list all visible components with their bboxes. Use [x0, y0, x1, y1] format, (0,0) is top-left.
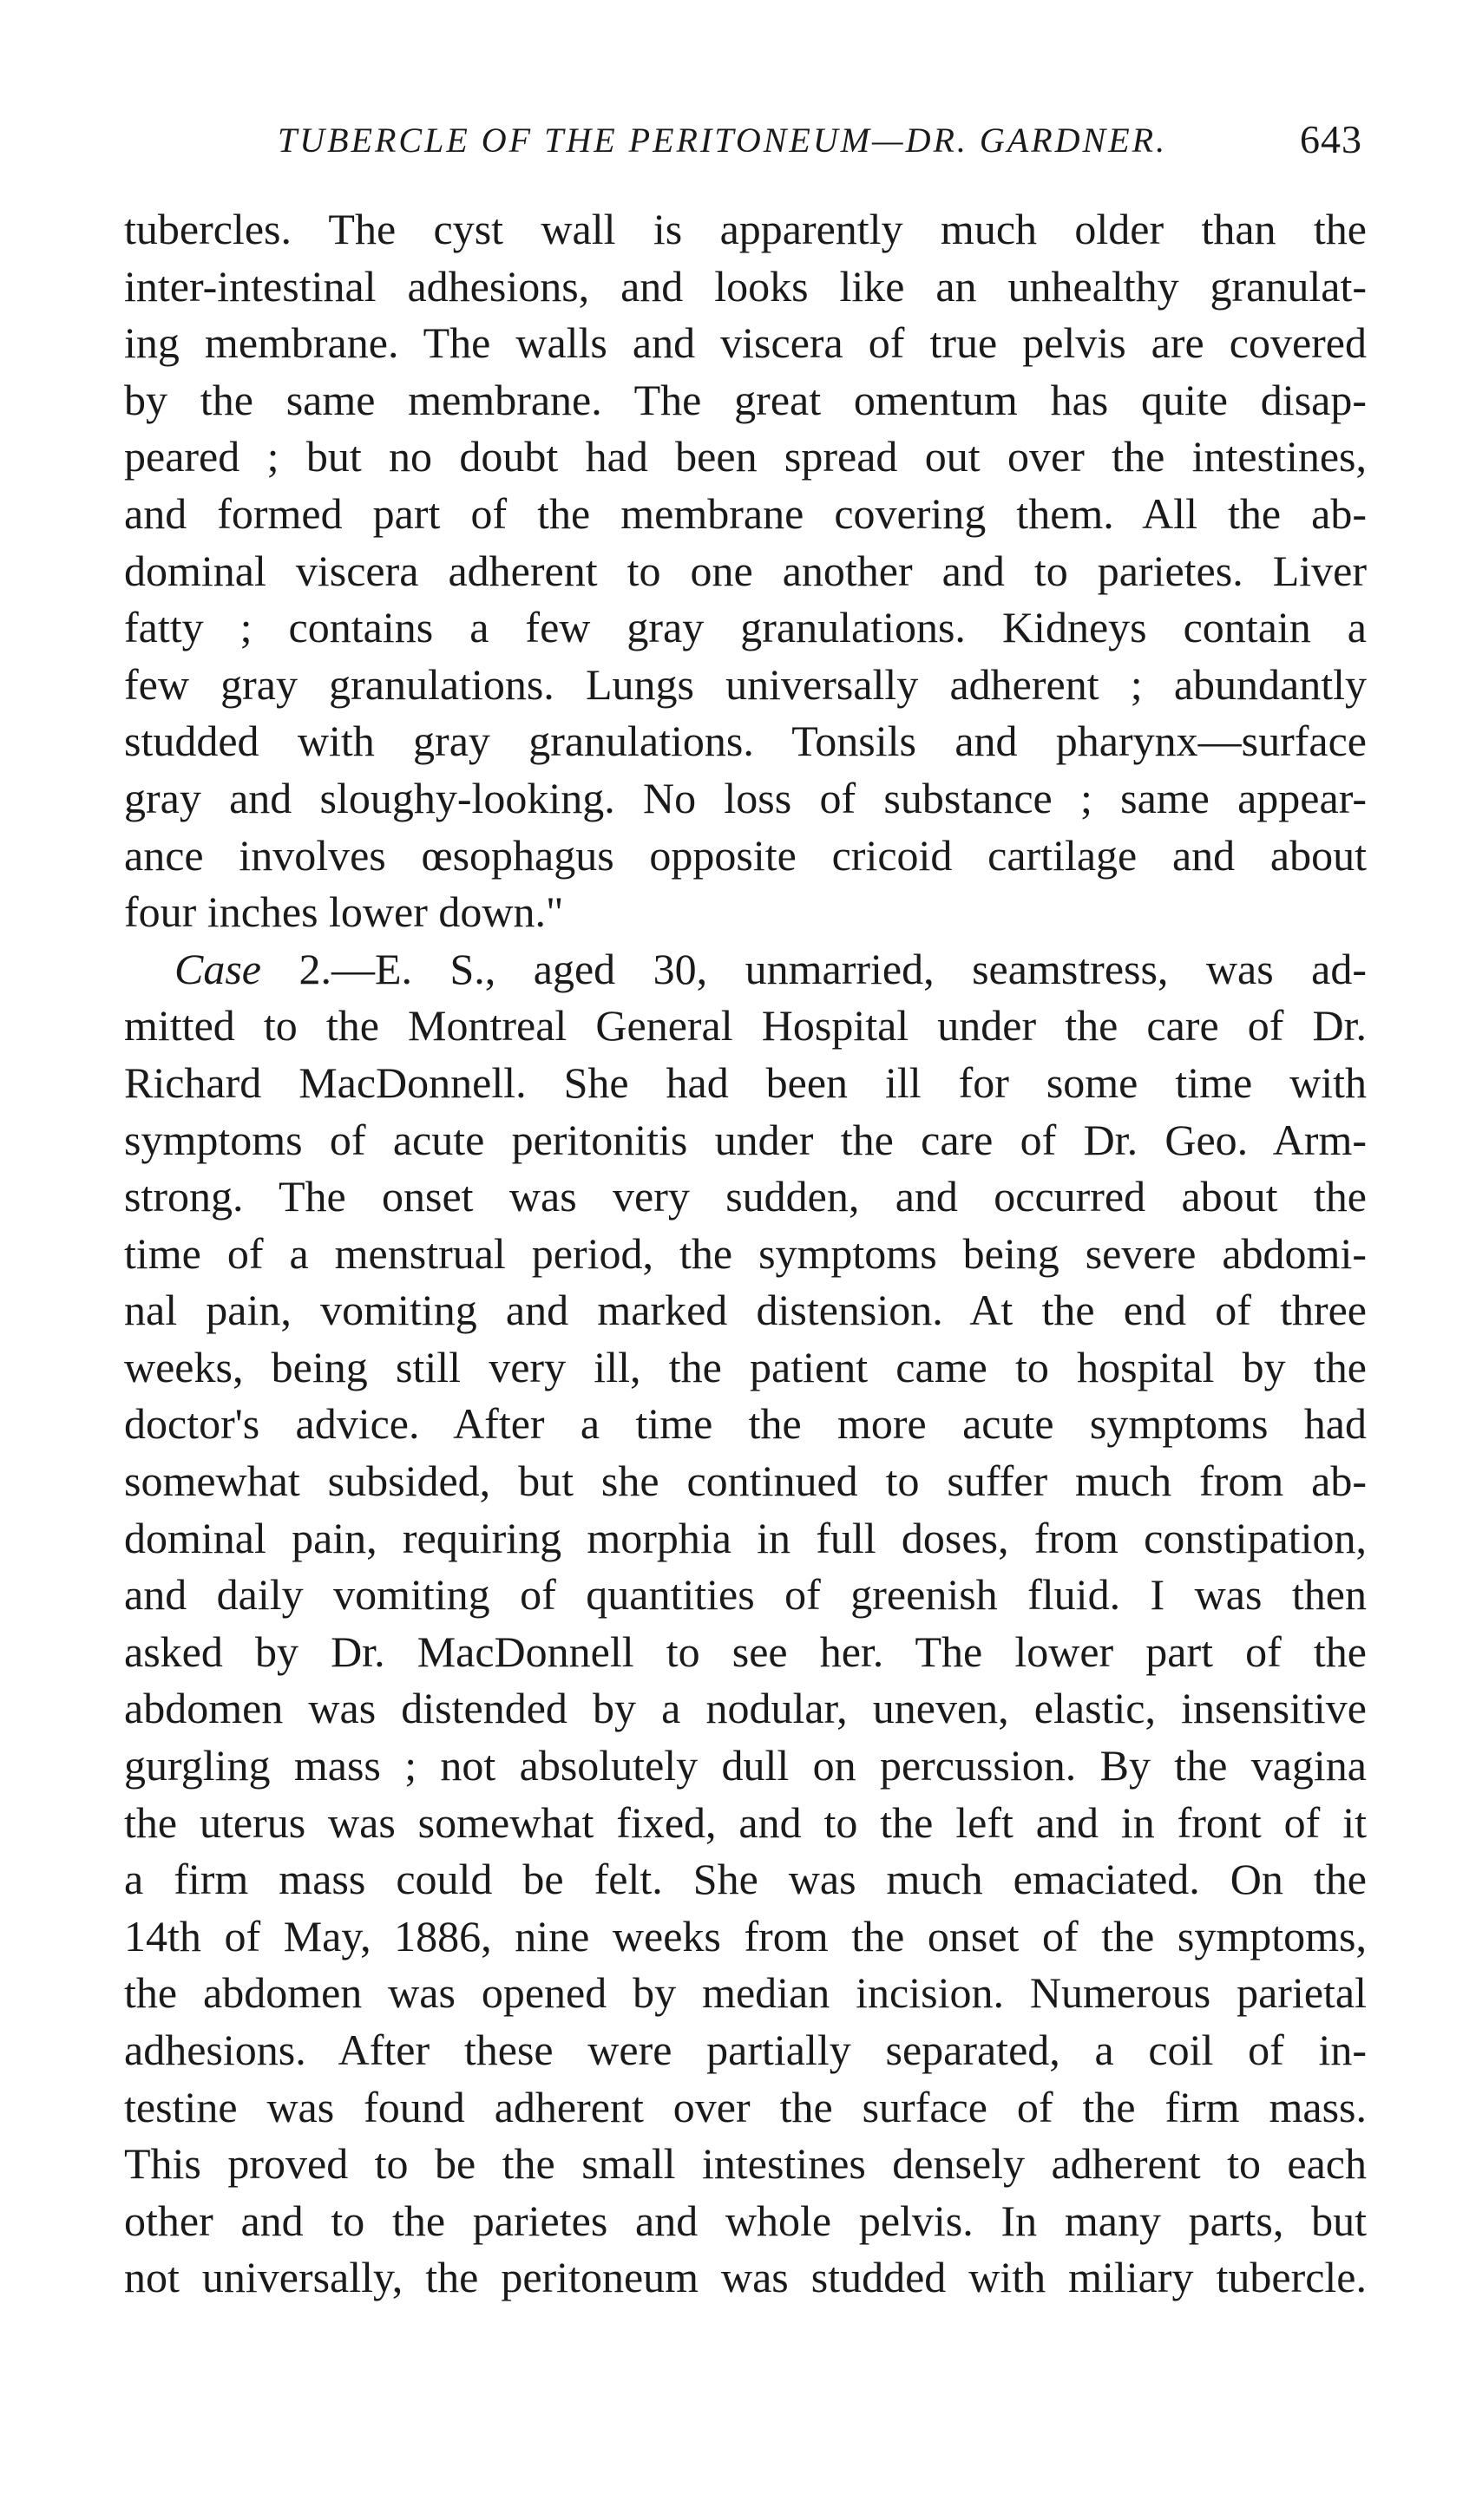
text-line: the abdomen was opened by median incision. Numerous parietal — [124, 1968, 1367, 2018]
case-label: Case — [174, 944, 261, 993]
text-line: peared ; but no doubt had been spread out over the intestines, — [124, 432, 1367, 481]
text-line: ance involves œsophagus opposite cricoid cartilage and about — [124, 830, 1367, 880]
text-line: studded with gray granulations. Tonsils and pharynx—surface — [124, 717, 1367, 766]
text-line: gray and sloughy-looking. No loss of substance ; same appear- — [124, 773, 1367, 822]
text-line: adhesions. After these were partially separated, a coil of in- — [124, 2026, 1367, 2074]
text-line: somewhat subsided, but she continued to suffer much from ab- — [124, 1456, 1367, 1506]
text-line: inter-intestinal adhesions, and looks like an unhealthy granulat- — [124, 261, 1367, 311]
text-line: fatty ; contains a few gray granulations. Kidneys contain a — [124, 603, 1367, 652]
text-line: ing membrane. The walls and viscera of true pelvis are covered — [124, 318, 1367, 368]
text-line: 14th of May, 1886, nine weeks from the onset of the symptoms, — [124, 1911, 1367, 1960]
text-line: few gray granulations. Lungs universally adherent ; abundantly — [124, 659, 1367, 709]
text-line: not universally, the peritoneum was studded with miliary tubercle. — [124, 2253, 1367, 2302]
text-line: the uterus was somewhat fixed, and to the left and in front of it — [124, 1797, 1367, 1847]
text-line: dominal viscera adherent to one another and to parietes. Liver — [124, 546, 1367, 595]
text-line: weeks, being still very ill, the patient came to hospital by the — [124, 1342, 1367, 1391]
text-line: testine was found adherent over the surface of the firm mass. — [124, 2082, 1367, 2131]
text-line: Richard MacDonnell. She had been ill for some time with — [124, 1057, 1367, 1107]
text-line: by the same membrane. The great omentum has quite disap- — [124, 375, 1367, 424]
text-line: four inches lower down." — [124, 887, 564, 937]
text-line: and daily vomiting of quantities of greenish fluid. I was then — [124, 1570, 1367, 1620]
text-line: asked by Dr. MacDonnell to see her. The lower part of the — [124, 1627, 1367, 1676]
text-line: symptoms of acute peritonitis under the care of Dr. Geo. Arm- — [124, 1115, 1367, 1164]
text-line: doctor's advice. After a time the more acute symptoms had — [124, 1399, 1367, 1449]
text-line: tubercles. The cyst wall is apparently much older than the — [124, 205, 1367, 253]
text-line: and formed part of the membrane covering them. All the ab- — [124, 488, 1367, 538]
case-heading-line — [124, 941, 1367, 998]
body-text — [124, 201, 1367, 2307]
text-line: gurgling mass ; not absolutely dull on percussion. By the vagina — [124, 1741, 1367, 1790]
text-line: abdomen was distended by a nodular, uneven, elastic, insensitive — [124, 1684, 1367, 1733]
text-line: strong. The onset was very sudden, and occurred about the — [124, 1172, 1367, 1221]
text-line: This proved to be the small intestines densely adherent to each — [124, 2139, 1367, 2189]
text-line: time of a menstrual period, the symptoms being severe abdomi- — [124, 1228, 1367, 1278]
text-line: mitted to the Montreal General Hospital under the care of Dr. — [124, 1001, 1367, 1051]
page-number: 643 — [1300, 117, 1362, 161]
text-line: dominal pain, requiring morphia in full doses, from constipation, — [124, 1513, 1367, 1562]
case-first-line-text: 2.—E. S., aged 30, unmarried, seamstress, was ad- — [261, 944, 1367, 993]
text-line: other and to the parietes and whole pelvis. In many parts, but — [124, 2196, 1367, 2245]
text-line: nal pain, vomiting and marked distension. At the end of three — [124, 1286, 1367, 1335]
text-line: a firm mass could be felt. She was much emaciated. On the — [124, 1855, 1367, 1904]
running-head: TUBERCLE OF THE PERITONEUM—DR. GARDNER. — [278, 121, 1168, 160]
page-header — [130, 117, 1362, 172]
